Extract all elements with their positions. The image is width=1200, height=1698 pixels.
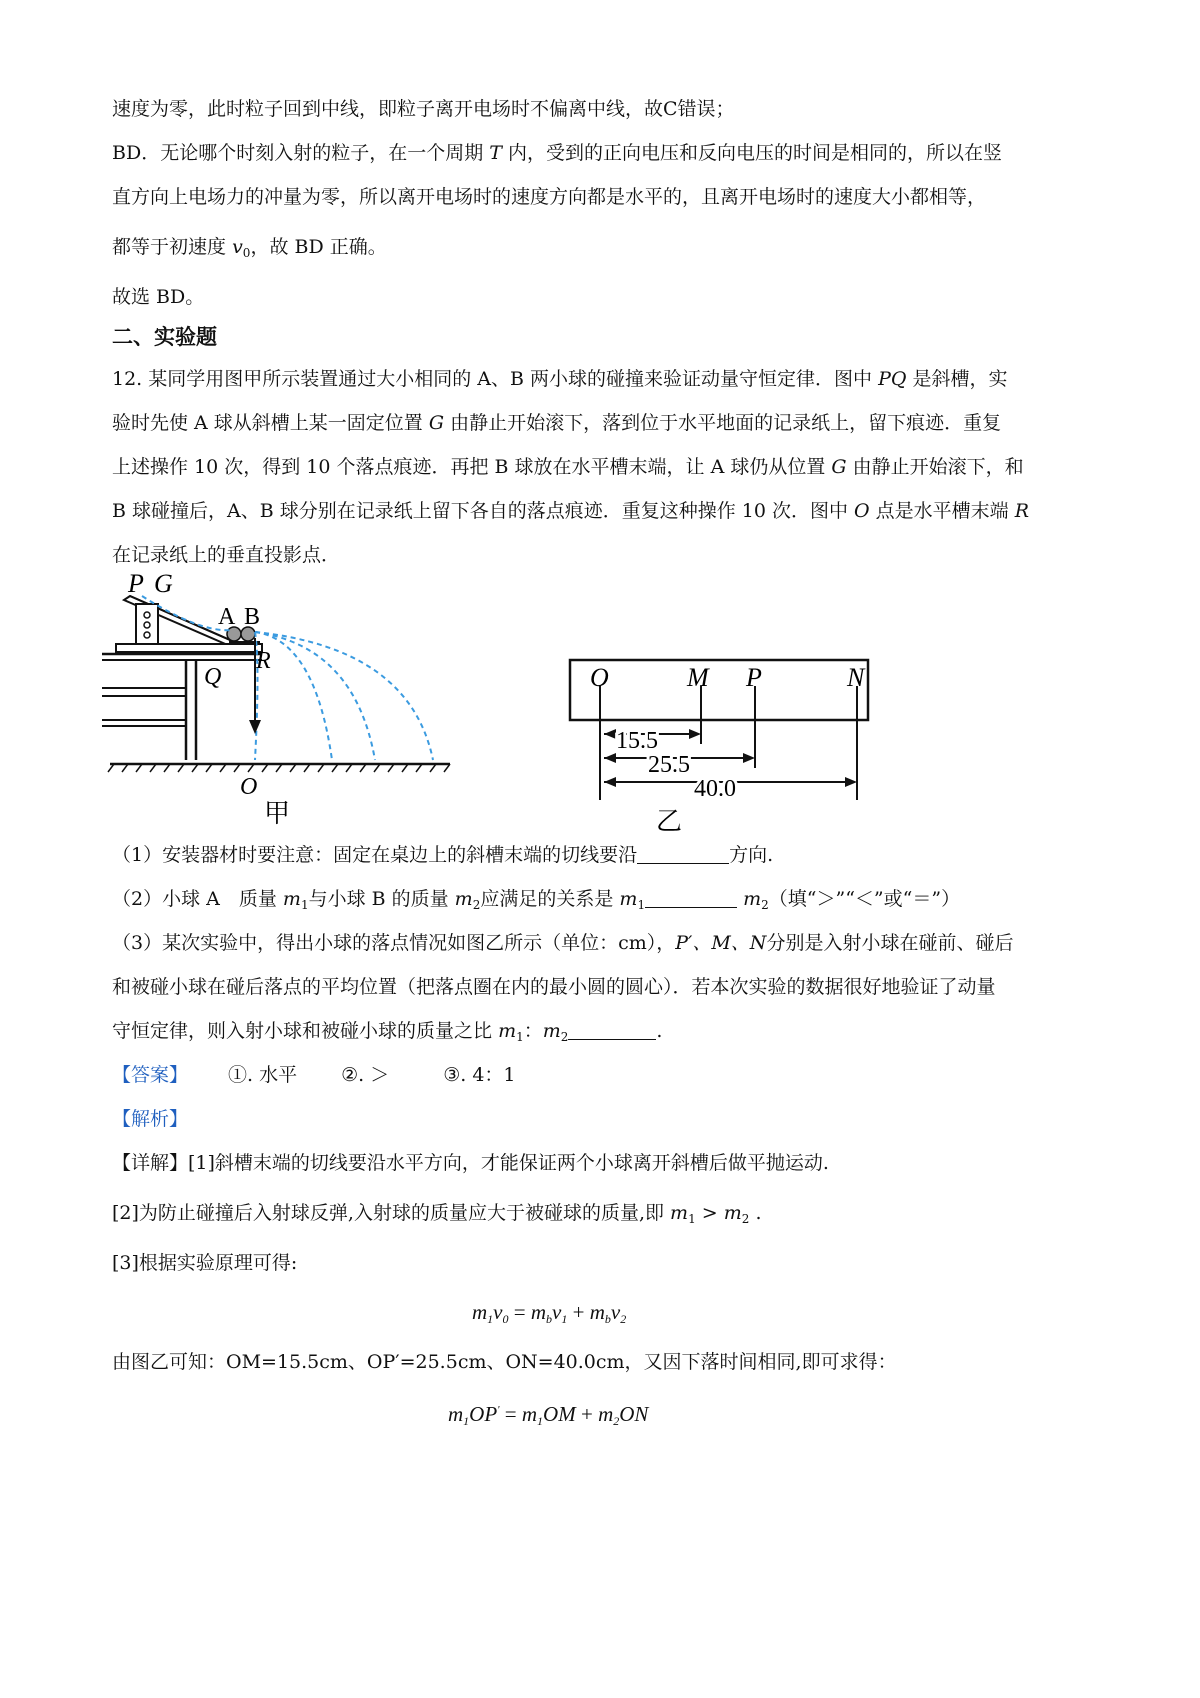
subq-1 [112,843,773,867]
label-P2: P [746,663,762,692]
label-M: M [687,663,709,692]
subq-3a [112,931,1013,955]
q2a: 验时先使 A 球从斜槽上某一固定位置 [112,412,423,434]
analysis-line-2: [2]为防止碰撞后入射球反弹,入射球的质量应大于被碰球的质量,即 $m_1 > m_2$ . [112,1202,762,1226]
analysis-d1b: [1]斜槽末端的切线要沿水平方向，才能保证两个小球离开斜槽后做平抛运动. [188,1152,829,1174]
s1b: 方向. [729,844,774,866]
blank-1[interactable] [637,845,729,864]
q4b: O [854,500,870,522]
analysis-tag: 【解析】 [112,1108,189,1130]
subq-2 [112,887,960,917]
label-A: A [218,604,236,630]
analysis-line-1 [112,1151,829,1175]
figure-yi [560,650,880,840]
s3a: （3）某次实验中，得出小球的落点情况如图乙所示（单位：cm）， [112,932,676,954]
label-O2: O [590,663,609,692]
blank-2[interactable] [645,889,737,908]
subq-3c [112,1019,662,1049]
label-P: P [128,569,144,598]
s2j: m [743,888,762,910]
s2k: 2 [761,898,769,912]
q4a: B 球碰撞后，A、B 球分别在记录纸上留下各自的落点痕迹．重复这种操作 10 次．图中 [112,500,848,522]
label-N: N [847,663,865,692]
q3b: G [831,456,847,478]
s2d: 与小球 B 的质量 [308,888,449,910]
text-line-1 [112,97,735,121]
equation-2: $m_1OP' = m_1OM + m_2ON$ [448,1402,649,1428]
q5: 在记录纸上的垂直投影点． [112,544,341,566]
s3h: ： [523,1020,543,1042]
s3f: m [498,1020,517,1042]
q1c: 是斜槽，实 [912,368,1008,390]
text-line-2 [112,141,1002,165]
caption-yi: 乙 [656,807,683,836]
dim-OP: 25.5 [648,752,690,778]
text-line-5 [112,285,204,309]
question-line-2 [112,411,1001,435]
text-l4d: ，故 BD 正确。 [250,236,387,258]
caption-jia: 甲 [264,799,291,828]
s2e: m [454,888,473,910]
answer-tag: 【答案】 [112,1064,189,1086]
answer-2: ②. ＞ [341,1064,390,1086]
s2i: 1 [637,898,646,912]
analysis-d2a: [2]为防止碰撞后入射球反弹,入射球的质量应大于被碰球的质量,即 [112,1202,664,1224]
question-line-3 [112,455,1024,479]
answer-3: ③. 4：1 [443,1064,516,1086]
figure-jia [100,568,500,838]
subq-3b [112,975,996,999]
equation-1: $m_1v_0 = m_bv_1 + m_bv_2$ [472,1300,627,1326]
text-l1: 速度为零，此时粒子回到中线，即粒子离开电场时不偏离中线，故C错误； [112,98,735,120]
s2b: m [282,888,301,910]
answer-1: ①. 水平 [228,1064,298,1086]
label-R: R [256,648,271,674]
analysis-d4: 由图乙可知：OM=15.5cm、OP′=25.5cm、ON=40.0cm，又因下落时间相同,即可求得： [112,1351,897,1373]
blank-3[interactable] [568,1021,656,1040]
s2l: （填“＞”“＜”或“＝”） [768,888,961,910]
q2c: 由静止开始滚下，落到位于水平地面的记录纸上，留下痕迹．重复 [450,412,1002,434]
q2b: G [428,412,445,434]
text-l2c: 内，受到的正向电压和反向电压的时间是相同的，所以在竖 [507,142,1002,164]
s3c: 分别是入射小球在碰前、碰后 [766,932,1014,954]
s2c: 1 [300,898,309,912]
analysis-line-4 [112,1350,897,1374]
ramp-base [116,644,262,652]
question-line-1 [112,367,1008,391]
analysis-d2b: . [755,1202,762,1224]
q4d: R [1014,500,1030,522]
label-B: B [244,604,261,630]
analysis-line-3 [112,1251,297,1275]
analysis-d3: [3]根据实验原理可得: [112,1252,298,1274]
label-Q: Q [204,664,222,690]
s3d: 和被碰小球在碰后落点的平均位置（把落点圈在内的最小圆的圆心）．若本次实验的数据很好地验证了动量 [112,976,996,998]
text-l2b: T [489,142,502,164]
text-l5: 故选 BD。 [112,286,205,308]
text-l4c: 0 [242,246,251,260]
text-l4b: v [232,236,243,258]
analysis-d1a: 【详解】 [112,1152,189,1174]
question-line-4 [112,499,1029,523]
s3k: . [656,1020,663,1042]
answer-line [112,1063,516,1087]
text-l4a: 都等于初速度 [112,236,227,258]
section-title: 二、实验题 [112,325,217,349]
q3a: 上述操作 10 次，得到 10 个落点痕迹．再把 B 球放在水平槽末端，让 A 球仍从位置 [112,456,826,478]
label-O: O [240,774,258,800]
s3g: 1 [516,1030,524,1044]
s3e: 守恒定律，则入射小球和被碰小球的质量之比 [112,1020,493,1042]
q4c: 点是水平槽末端 [875,500,1009,522]
text-line-3 [112,185,986,209]
q1b: PQ [878,368,907,390]
text-l2a: BD．无论哪个时刻入射的粒子，在一个周期 [112,142,484,164]
s3j: 2 [560,1030,569,1044]
q3c: 由静止开始滚下，和 [852,456,1024,478]
s3i: m [542,1020,561,1042]
s2g: 应满足的关系是 [480,888,614,910]
q1a: 12. 某同学用图甲所示装置通过大小相同的 A、B 两小球的碰撞来验证动量守恒定律．图中 [112,368,873,390]
text-l3: 直方向上电场力的冲量为零，所以离开电场时的速度方向都是水平的，且离开电场时的速度大小都相等， [112,186,987,208]
s3b: P′、M、N [675,932,767,954]
dim-ON: 40.0 [694,776,736,802]
question-line-5 [112,543,340,567]
dim-OM: 15.5 [616,728,658,754]
label-G: G [154,569,173,598]
text-line-4 [112,235,387,265]
s2f: 2 [472,898,481,912]
s2h: m [619,888,638,910]
s1a: （1）安装器材时要注意：固定在桌边上的斜槽末端的切线要沿 [112,844,638,866]
record-paper [570,660,868,720]
s2a: （2）小球 A 质量 [112,888,277,910]
